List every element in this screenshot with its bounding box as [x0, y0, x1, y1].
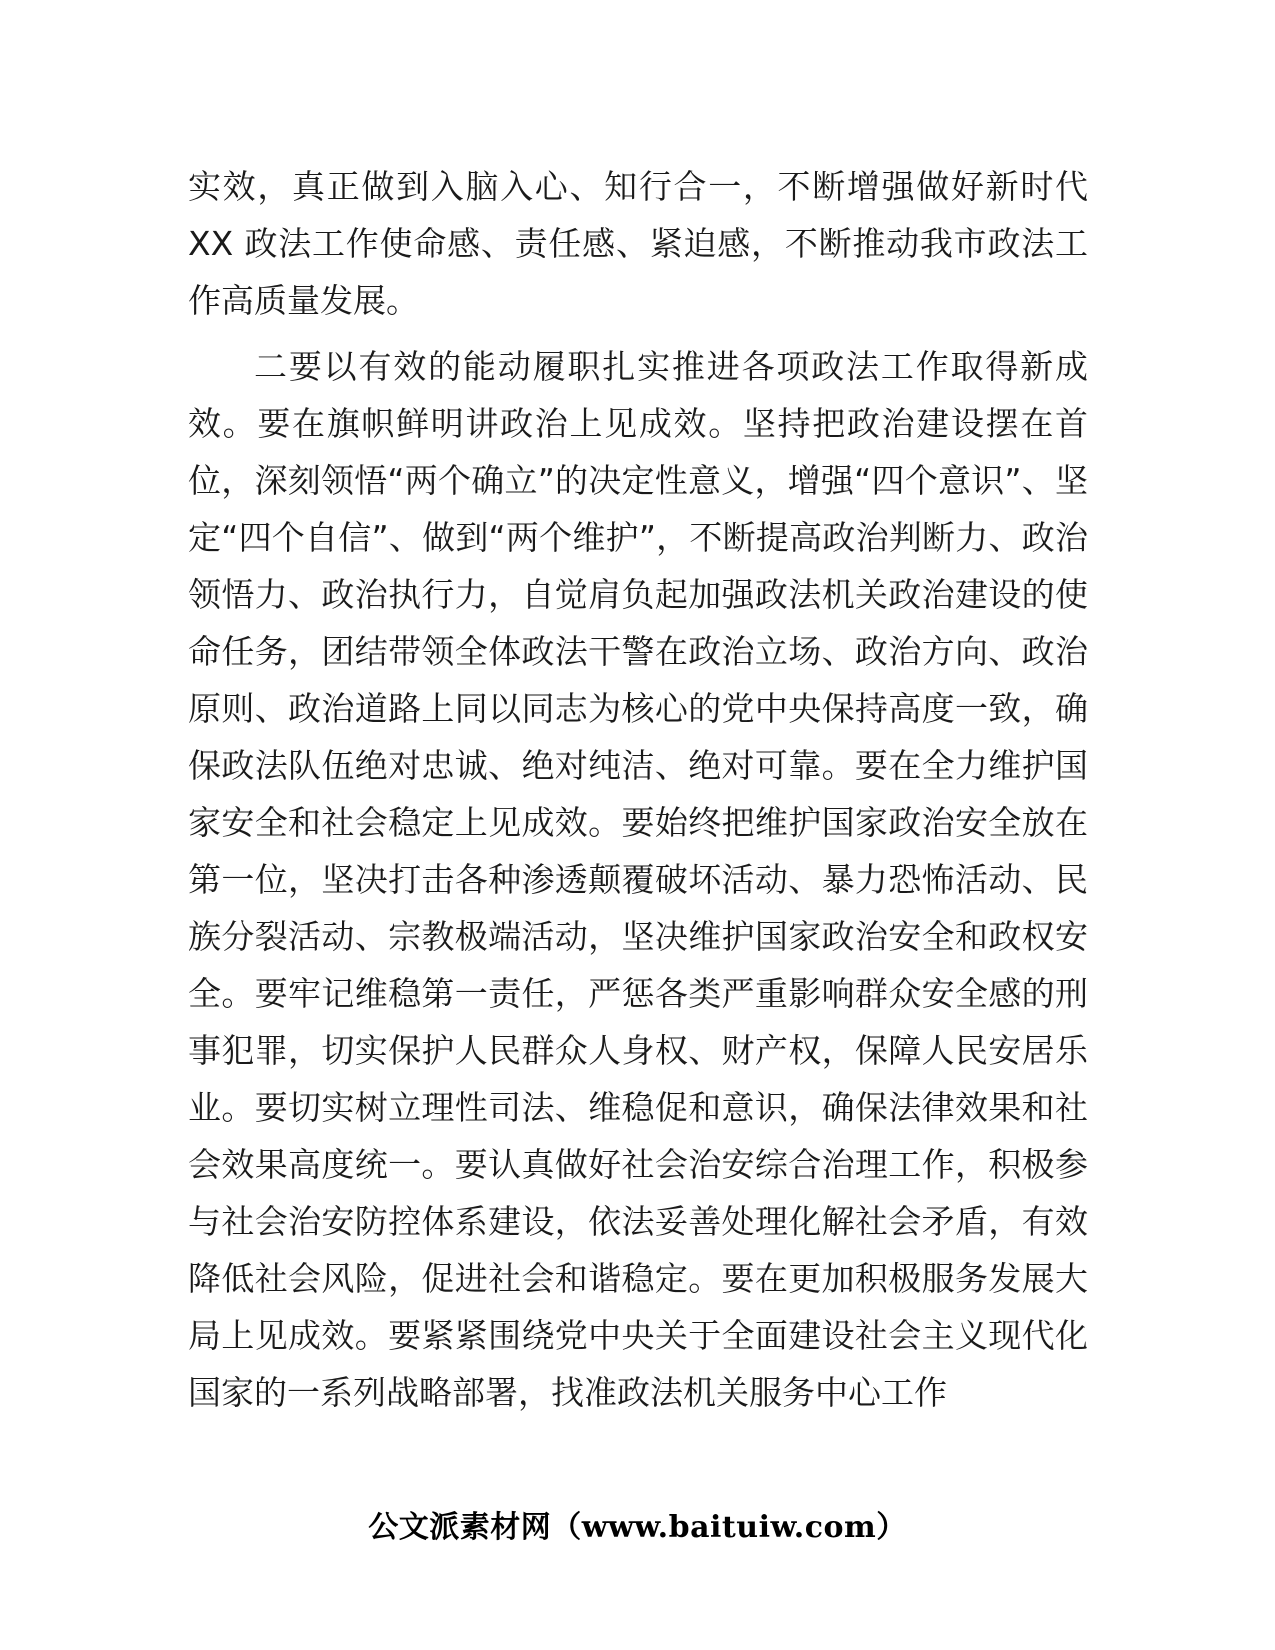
- footer-watermark: 公文派素材网（www.baituiw.com）: [368, 1510, 907, 1545]
- paragraph-continued: 实效，真正做到入脑入心、知行合一，不断增强做好新时代XX 政法工作使命感、责任感、紧迫感，不断推动我市政法工作高质量发展。: [188, 167, 1088, 320]
- document-body: [188, 158, 1088, 1421]
- paragraph-second-point: 二要以有效的能动履职扎实推进各项政法工作取得新成效。要在旗帜鲜明讲政治上见成效。坚持把政治建设摆在首位，深刻领悟“两个确立”的决定性意义，增强“四个意识”、坚定“四个自信”、做到“两个维护”，不断提高政治判断力、政治领悟力、政治执行力，自觉肩负起加强政法机关政治建设的使命任务，团结带领全体政法干警在政治立场、政治方向、政治原则、政治道路上同以同志为核心的党中央保持高度一致，确保政法队伍绝对忠诚、绝对纯洁、绝对可靠。要在全力维护国家安全和社会稳定上见成效。要始终把维护国家政治安全放在第一位，坚决打击各种渗透颠覆破坏活动、暴力恐怖活动、民族分裂活动、宗教极端活动，坚决维护国家政治安全和政权安全。要牢记维稳第一责任，严惩各类严重影响群众安全感的刑事犯罪，切实保护人民群众人身权、财产权，保障人民安居乐业。要切实树立理性司法、维稳促和意识，确保法律效果和社会效果高度统一。要认真做好社会治安综合治理工作，积极参与社会治安防控体系建设，依法妥善处理化解社会矛盾，有效降低社会风险，促进社会和谐稳定。要在更加积极服务发展大局上见成效。要紧紧围绕党中央关于全面建设社会主义现代化国家的一系列战略部署，找准政法机关服务中心工作: [188, 347, 1088, 1412]
